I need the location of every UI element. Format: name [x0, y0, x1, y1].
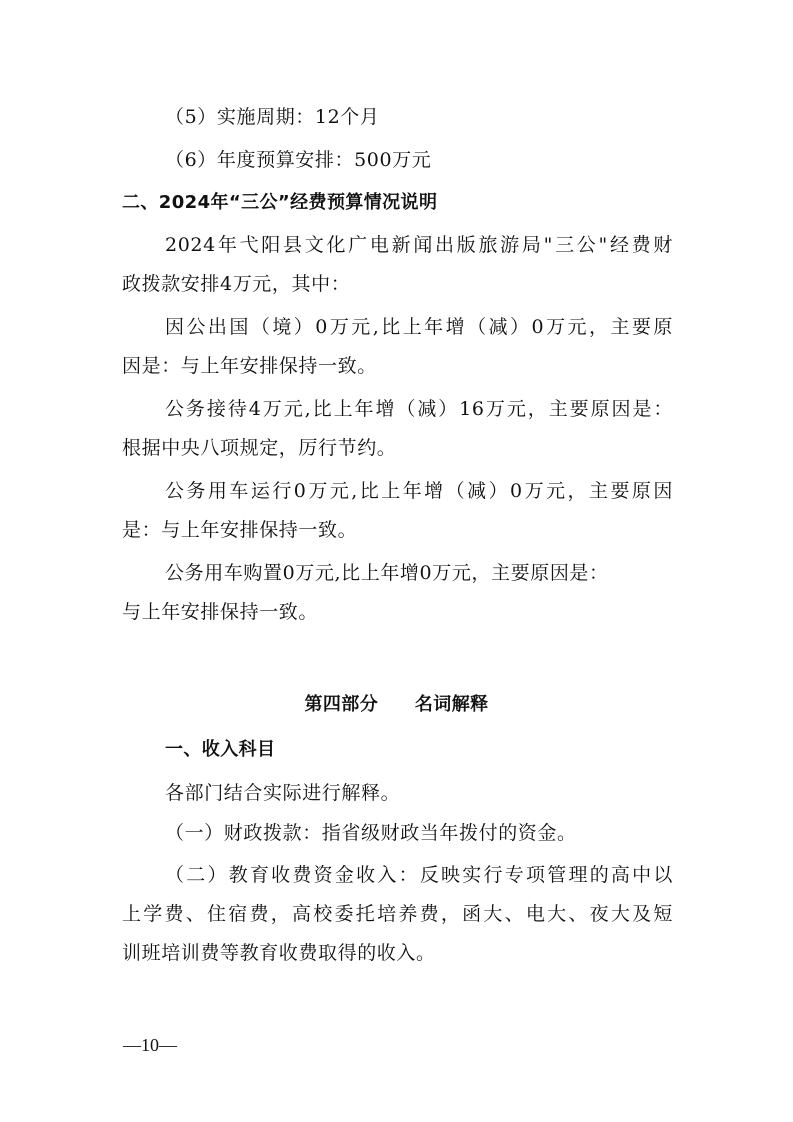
paragraph-line: （一）财政拨款：指省级财政当年拨付的资金。	[165, 822, 577, 844]
annual-budget: （6）年度预算安排：500万元	[165, 149, 432, 171]
paragraph-line: 2024年弋阳县文化广电新闻出版旅游局"三公"经费财	[165, 234, 673, 256]
paragraph-line: 上学费、住宿费，高校委托培养费，函大、电大、夜大及短	[122, 903, 673, 925]
paragraph-line: 公务用车购置0万元,比上年增0万元，主要原因是：	[165, 562, 609, 584]
paragraph-line: 公务接待4万元,比上年增（减）16万元，主要原因是：	[165, 398, 673, 420]
paragraph-line: 各部门结合实际进行解释。	[165, 782, 401, 804]
implementation-period: （5）实施周期：12个月	[165, 106, 380, 128]
paragraph-line: （二）教育收费资金收入：反映实行专项管理的高中以	[165, 864, 673, 886]
page-number: —10—	[123, 1035, 177, 1055]
paragraph-line: 根据中央八项规定，厉行节约。	[122, 437, 397, 459]
part-title: 第四部分 名词解释	[304, 694, 489, 715]
paragraph-line: 与上年安排保持一致。	[122, 601, 319, 623]
section-heading-income: 一、收入科目	[165, 739, 276, 760]
paragraph-line: 训班培训费等教育收费取得的收入。	[122, 942, 436, 964]
paragraph-line: 因公出国（境）0万元,比上年增（减）0万元，主要原	[165, 316, 673, 338]
paragraph-line: 因是：与上年安排保持一致。	[122, 355, 377, 377]
paragraph-line: 公务用车运行0万元,比上年增（减）0万元，主要原因	[165, 480, 673, 502]
paragraph-line: 政拨款安排4万元，其中：	[122, 273, 351, 295]
paragraph-line: 是：与上年安排保持一致。	[122, 519, 358, 541]
section-heading-three-public: 二、2024年“三公”经费预算情况说明	[122, 192, 438, 213]
